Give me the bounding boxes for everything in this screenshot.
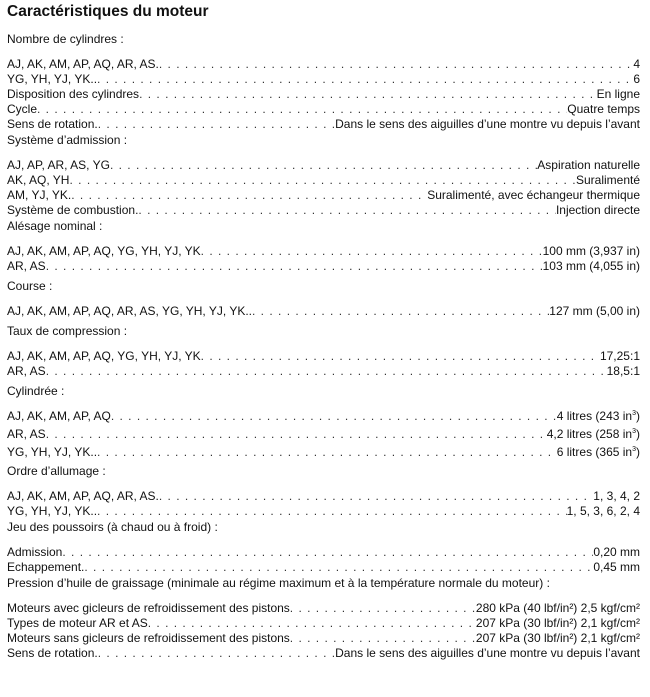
spec-value: 18,5:1	[606, 364, 640, 378]
spec-value: Dans le sens des aiguilles d’une montre vu depuis l’avant	[335, 646, 640, 660]
spec-value: Dans le sens des aiguilles d’une montre vu depuis l’avant	[335, 117, 640, 131]
spec-row	[7, 545, 640, 560]
spec-label: Types de moteur AR et AS	[7, 616, 148, 630]
spec-row	[7, 173, 640, 188]
spec-row	[7, 244, 640, 259]
spec-label: AJ, AK, AM, AP, AQ, AR, AS.	[7, 57, 159, 71]
spec-label: Moteurs avec gicleurs de refroidissement des pistons	[7, 601, 290, 615]
spec-row	[7, 57, 640, 72]
section-heading-oil-pressure: Pression d’huile de graissage (minimale au régime maximum et à la température normale du moteur) :	[7, 576, 550, 590]
section-heading-displacement: Cylindrée :	[7, 384, 65, 398]
spec-row	[7, 646, 640, 661]
spec-row	[7, 158, 640, 173]
spec-row	[7, 259, 640, 274]
spec-label: AJ, AK, AM, AP, AQ	[7, 409, 111, 423]
spec-value: 0,20 mm	[593, 545, 640, 559]
section-heading-stroke: Course :	[7, 279, 53, 293]
spec-value: 4	[633, 57, 640, 71]
spec-label: AR, AS	[7, 427, 46, 441]
spec-label: AR, AS	[7, 364, 46, 378]
spec-label: AR, AS	[7, 259, 46, 273]
section-heading-compression: Taux de compression :	[7, 324, 128, 338]
spec-value: 0,45 mm	[593, 560, 640, 574]
spec-row	[7, 117, 640, 132]
spec-value: 103 mm (4,055 in)	[542, 259, 640, 273]
section-heading-tappets: Jeu des poussoirs (à chaud ou à froid) :	[7, 520, 218, 534]
spec-row	[7, 188, 640, 203]
spec-value: 207 kPa (30 lbf/in²) 2,1 kgf/cm²	[475, 616, 640, 630]
section-heading-firing-order: Ordre d’allumage :	[7, 464, 106, 478]
spec-value: 17,25:1	[599, 349, 640, 363]
spec-value: 4,2 litres (258 $in^3$)	[546, 427, 640, 441]
spec-row	[7, 560, 640, 575]
spec-row	[7, 427, 640, 445]
page-title: Caractéristiques du moteur	[7, 3, 209, 20]
section-heading-intake: Système d’admission :	[7, 133, 128, 147]
spec-value: 6 litres (365 $in^3$)	[556, 445, 640, 459]
spec-value: Aspiration naturelle	[537, 158, 640, 172]
spec-row	[7, 616, 640, 631]
spec-value: 100 mm (3,937 in)	[542, 244, 640, 258]
spec-value: 6	[633, 72, 640, 86]
spec-value: Injection directe	[555, 203, 640, 217]
spec-label: YG, YH, YJ, YK..	[7, 445, 98, 459]
spec-label: AK, AQ, YH	[7, 173, 70, 187]
spec-row	[7, 409, 640, 427]
spec-row	[7, 102, 640, 117]
spec-label: Sens de rotation.	[7, 117, 98, 131]
spec-label: AM, YJ, YK.	[7, 188, 72, 202]
spec-value: 207 kPa (30 lbf/in²) 2,1 kgf/cm²	[475, 631, 640, 645]
spec-row	[7, 489, 640, 504]
spec-value: Quatre temps	[567, 102, 640, 116]
spec-label: Echappement.	[7, 560, 85, 574]
spec-label: YG, YH, YJ, YK..	[7, 504, 98, 518]
spec-label: Disposition des cylindres	[7, 87, 140, 101]
spec-label: AJ, AK, AM, AP, AQ, YG, YH, YJ, YK	[7, 244, 201, 258]
spec-value: En ligne	[596, 87, 640, 101]
spec-label: YG, YH, YJ, YK..	[7, 72, 98, 86]
spec-value: 4 litres (243 $in^3$)	[556, 409, 640, 423]
spec-label: Cycle	[7, 102, 38, 116]
spec-label: Sens de rotation.	[7, 646, 98, 660]
spec-value: 127 mm (5,00 in)	[549, 304, 640, 318]
spec-row	[7, 87, 640, 102]
spec-row	[7, 304, 640, 319]
spec-row	[7, 203, 640, 218]
spec-label: Moteurs sans gicleurs de refroidissement des pistons	[7, 631, 290, 645]
spec-row	[7, 504, 640, 519]
spec-value: 1, 5, 3, 6, 2, 4	[566, 504, 640, 518]
section-heading-bore: Alésage nominal :	[7, 219, 103, 233]
spec-label: AJ, AK, AM, AP, AQ, AR, AS.	[7, 489, 159, 503]
spec-row	[7, 445, 640, 463]
spec-row	[7, 364, 640, 379]
spec-label: Admission	[7, 545, 63, 559]
spec-value: 280 kPa (40 lbf/in²) 2,5 kgf/cm²	[475, 601, 640, 615]
spec-value: Suralimenté	[575, 173, 640, 187]
spec-label: AJ, AP, AR, AS, YG	[7, 158, 110, 172]
spec-row	[7, 631, 640, 646]
spec-label: Système de combustion.	[7, 203, 139, 217]
spec-label: AJ, AK, AM, AP, AQ, YG, YH, YJ, YK	[7, 349, 201, 363]
spec-value: Suralimenté, avec échangeur thermique	[427, 188, 640, 202]
spec-value: 1, 3, 4, 2	[593, 489, 640, 503]
spec-row	[7, 349, 640, 364]
section-heading-cylinders: Nombre de cylindres :	[7, 32, 124, 46]
spec-label: AJ, AK, AM, AP, AQ, AR, AS, YG, YH, YJ, YK..	[7, 304, 253, 318]
spec-row	[7, 72, 640, 87]
spec-row	[7, 601, 640, 616]
